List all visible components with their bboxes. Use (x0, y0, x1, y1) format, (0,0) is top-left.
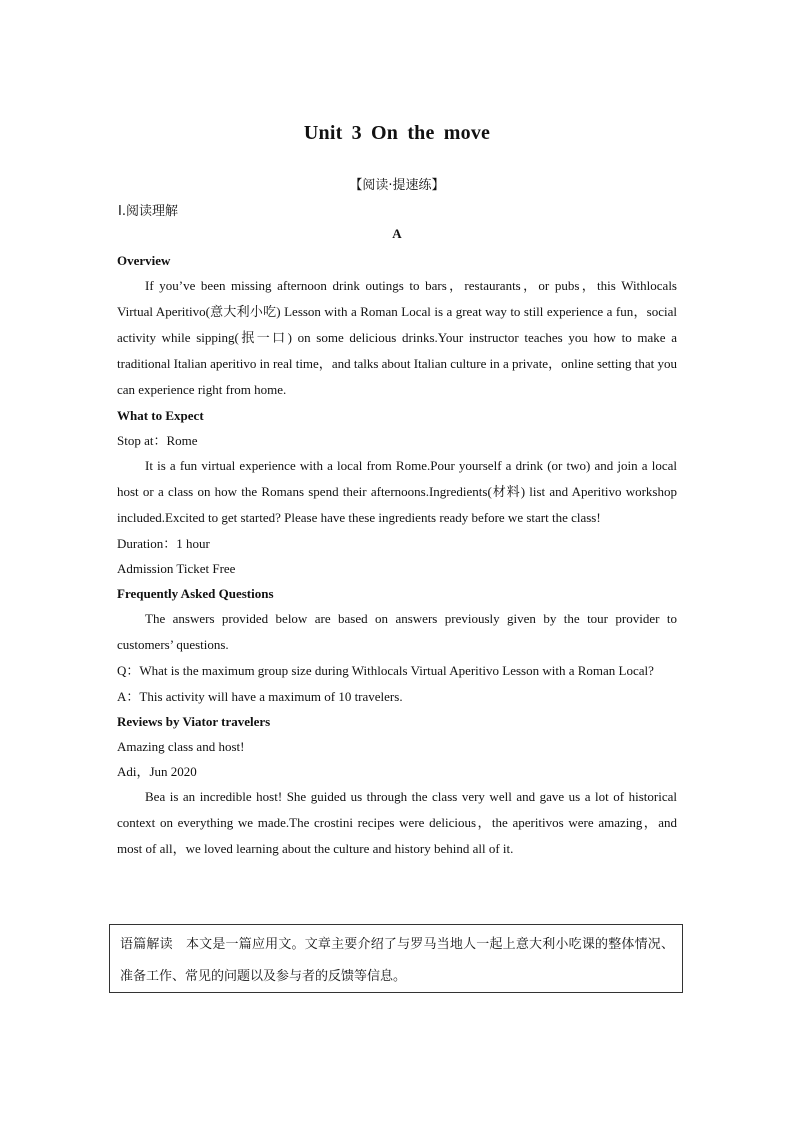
unit-title: Unit 3 On the move (303, 122, 491, 144)
what-to-expect-paragraph: It is a fun virtual experience with a local from Rome.Pour yourself a drink (or two) and join a local host or a class on how the Romans spend their afternoons.Ingredients(材料) list and Aperitivo workshop included.Excited to get started? Please have these ingredients ready before we start the class! (117, 458, 677, 525)
faq-question: Q：What is the maximum group size during Withlocals Virtual Aperitivo Lesson with a Roman Local? (117, 663, 654, 678)
review-author: Adi，Jun 2020 (117, 764, 197, 779)
overview-heading: Overview (117, 253, 171, 268)
what-to-expect-heading: What to Expect (117, 408, 204, 423)
faq-intro-paragraph: The answers provided below are based on answers previously given by the tour provider to customers’ questions. (117, 611, 677, 652)
admission-line: Admission Ticket Free (117, 561, 236, 576)
section-label: Ⅰ.阅读理解 (118, 204, 178, 219)
exercise-subheading: 【阅读·提速练】 (349, 178, 445, 193)
reviews-heading: Reviews by Viator travelers (117, 714, 271, 729)
overview-paragraph: If you’ve been missing afternoon drink outings to bars，restaurants，or pubs，this Withlocals Virtual Aperitivo(意大利小吃) Lesson with a Roman Local is a great way to still experience a fun，social activity while sipping(抿一口) on some delicious drinks.Your instructor teaches you how to make a traditional Italian aperitivo in real time，and talks about Italian culture in a private，online setting that you can experience right from home. (117, 278, 677, 397)
review-paragraph: Bea is an incredible host! She guided us through the class very well and gave us a lot of historical context on everything we made.The crostini recipes were delicious，the aperitivos were amazing，and most of all，we loved learning about the culture and history behind all of it. (117, 789, 677, 856)
faq-heading: Frequently Asked Questions (117, 586, 274, 601)
review-title: Amazing class and host! (117, 739, 245, 754)
stop-at-line: Stop at：Rome (117, 433, 198, 448)
faq-answer: A：This activity will have a maximum of 10 travelers. (117, 689, 403, 704)
duration-line: Duration：1 hour (117, 536, 210, 551)
passage-body (117, 248, 677, 862)
passage-analysis-box (109, 924, 683, 993)
passage-letter: A (392, 226, 402, 241)
passage-analysis-text: 语篇解读 本文是一篇应用文。文章主要介绍了与罗马当地人一起上意大利小吃课的整体情况、准备工作、常见的问题以及参与者的反馈等信息。 (120, 937, 674, 984)
